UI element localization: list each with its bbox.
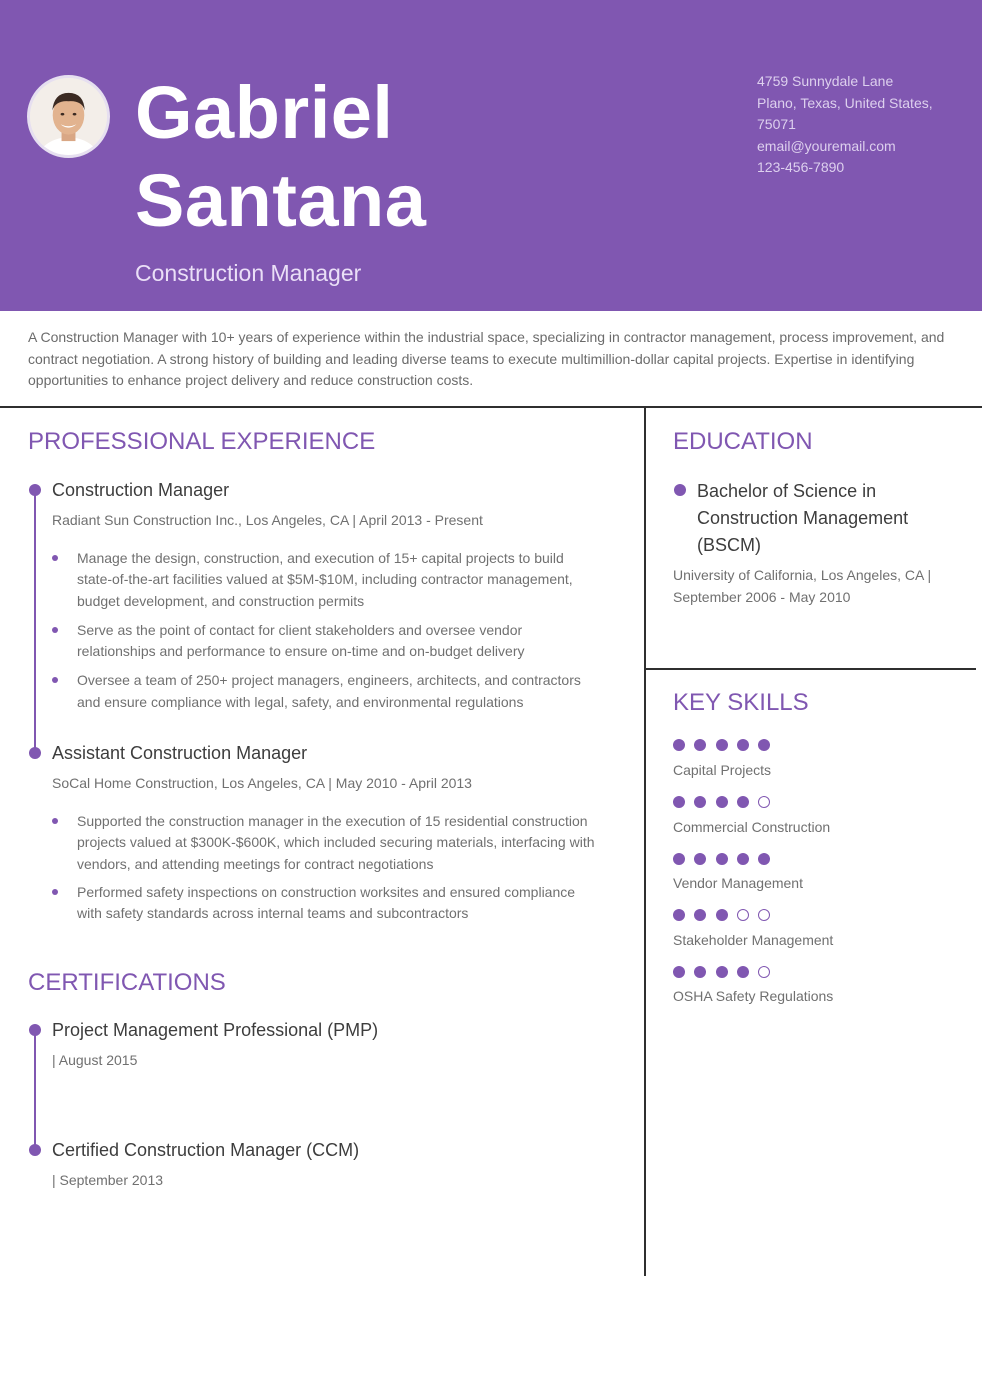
- list-item: Oversee a team of 250+ project managers, engineers, architects, and contractors and ensure compliance with legal, safety, and environmental regulations: [52, 670, 597, 713]
- address-line-2: Plano, Texas, United States,: [757, 94, 933, 111]
- skill-name: Stakeholder Management: [673, 932, 834, 948]
- rating-dot-filled: [673, 853, 685, 865]
- certification-title-2: Certified Construction Manager (CCM): [52, 1140, 360, 1160]
- rating-dot-filled: [673, 966, 685, 978]
- rating-dot-filled: [716, 739, 728, 751]
- certifications-timeline: [34, 1030, 36, 1152]
- school: [673, 565, 963, 608]
- address-line-1: 4759 Sunnydale Lane: [757, 73, 894, 89]
- rating-dot-filled: [694, 796, 706, 808]
- header-banner: [0, 0, 982, 311]
- education-heading: EDUCATION: [673, 428, 813, 455]
- sidebar-divider: [645, 668, 976, 670]
- rating-dot-filled: [758, 853, 770, 865]
- rating-dot-empty: [758, 966, 770, 978]
- rating-dot-filled: [673, 796, 685, 808]
- job-bullets-1: [52, 548, 597, 713]
- job-bullets-2: [52, 811, 597, 924]
- list-item: Performed safety inspections on construction worksites and ensured compliance with safety standards across internal teams and subcontractors: [52, 882, 597, 925]
- list-item: Supported the construction manager in the execution of 15 residential construction projects valued at $300K-$600K, which included securing materials, interfacing with vendors, and attending meetings for contract negotiations: [52, 811, 597, 875]
- rating-dot-filled: [737, 966, 749, 978]
- list-item: Manage the design, construction, and execution of 15+ capital projects to build state-of-the-art facilities valued at $5M-$10M, including contractor management, budget development, and construction permits: [52, 548, 597, 612]
- summary: A Construction Manager with 10+ years of experience within the industrial space, specializing in contractor management, process improvement, and contract negotiation. A strong history of building and leading diverse teams to execute multimillion-dollar capital projects. Expertise in identifying opportunities to enhance project delivery and reduce construction costs.: [28, 329, 945, 388]
- degree: Bachelor of Science in Construction Management (BSCM): [697, 481, 909, 555]
- profile-photo: [30, 78, 107, 155]
- education-dot: [674, 484, 686, 496]
- school-dates: September 2006 - May 2010: [673, 588, 851, 605]
- certification-date-2: | September 2013: [52, 1172, 164, 1188]
- rating-dot-filled: [716, 909, 728, 921]
- rating-dot-empty: [758, 796, 770, 808]
- rating-dot-filled: [694, 966, 706, 978]
- job-company-2: SoCal Home Construction, Los Angeles, CA | May 2010 - April 2013: [52, 775, 472, 791]
- first-name: Gabriel: [135, 71, 394, 154]
- skill-name: OSHA Safety Regulations: [673, 988, 834, 1004]
- timeline-dot: [29, 1144, 41, 1156]
- rating-dot-filled: [673, 739, 685, 751]
- certification-title-1: Project Management Professional (PMP): [52, 1020, 379, 1040]
- skill-name: Commercial Construction: [673, 819, 831, 835]
- rating-dot-empty: [758, 909, 770, 921]
- rating-dot-filled: [737, 853, 749, 865]
- phone[interactable]: 123-456-7890: [757, 159, 845, 175]
- skills-heading: KEY SKILLS: [673, 689, 809, 716]
- certification-date-1: | August 2015: [52, 1052, 138, 1068]
- experience-heading: PROFESSIONAL EXPERIENCE: [28, 428, 376, 455]
- certifications-heading: CERTIFICATIONS: [28, 969, 226, 996]
- column-divider: [644, 406, 646, 1276]
- timeline-dot: [29, 1024, 41, 1036]
- rating-dot-filled: [716, 853, 728, 865]
- rating-dot-filled: [758, 739, 770, 751]
- timeline-dot: [29, 484, 41, 496]
- rating-dot-filled: [673, 909, 685, 921]
- timeline-dot: [29, 747, 41, 759]
- contact-info: [757, 71, 957, 179]
- rating-dot-filled: [694, 909, 706, 921]
- job-title-1: Construction Manager: [52, 480, 230, 500]
- rating-dot-filled: [716, 966, 728, 978]
- rating-dot-filled: [694, 853, 706, 865]
- job-title-2: Assistant Construction Manager: [52, 743, 308, 763]
- rating-dot-filled: [737, 739, 749, 751]
- skill-name: Vendor Management: [673, 875, 803, 891]
- list-item: Serve as the point of contact for client stakeholders and oversee vendor relationships and performance to ensure on-time and on-budget delivery: [52, 620, 597, 663]
- skill-name: Capital Projects: [673, 762, 772, 778]
- rating-dot-filled: [694, 739, 706, 751]
- last-name: Santana: [135, 159, 427, 242]
- experience-timeline: [34, 490, 36, 755]
- horizontal-divider: [0, 406, 982, 408]
- address-line-3: 75071: [757, 116, 796, 132]
- job-company-1: Radiant Sun Construction Inc., Los Angeles, CA | April 2013 - Present: [52, 512, 483, 528]
- rating-dot-empty: [737, 909, 749, 921]
- email[interactable]: email@youremail.com: [757, 137, 896, 154]
- rating-dot-filled: [716, 796, 728, 808]
- rating-dot-filled: [737, 796, 749, 808]
- school-name: University of California, Los Angeles, CA |: [673, 567, 932, 583]
- job-title: Construction Manager: [135, 260, 362, 286]
- avatar: [27, 75, 110, 158]
